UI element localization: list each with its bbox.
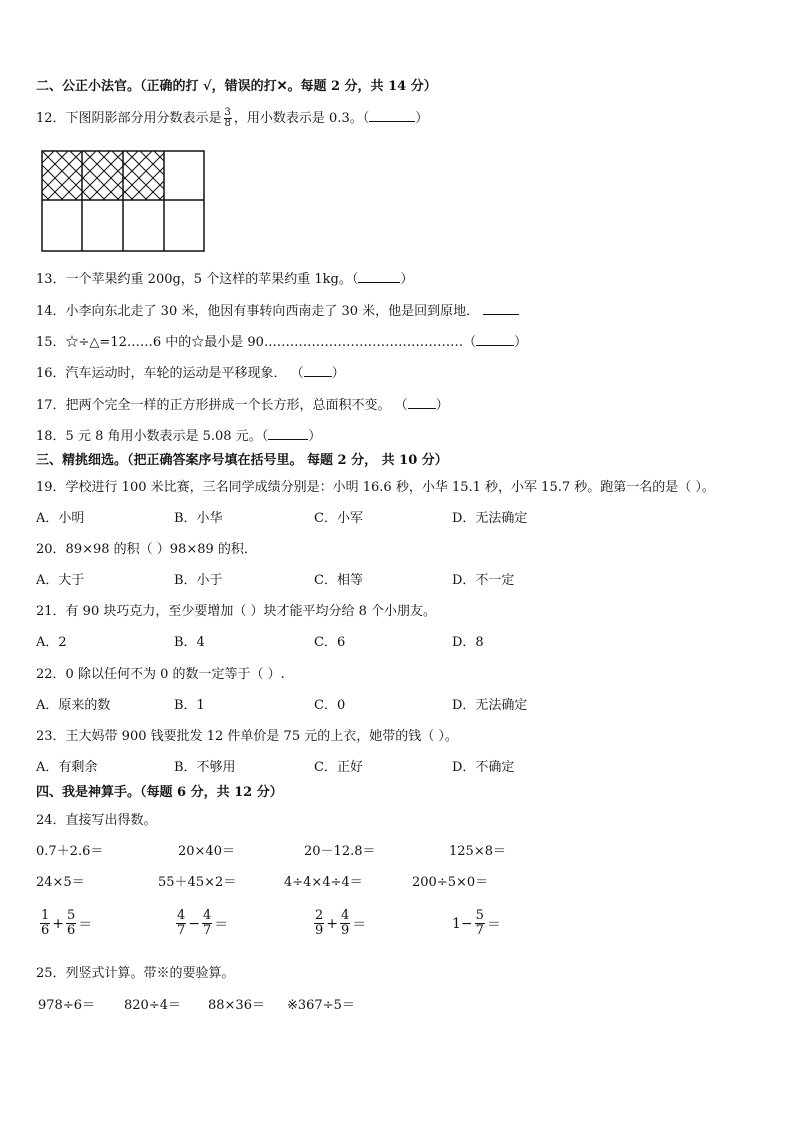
- q20-option-b[interactable]: B．小于: [174, 573, 223, 588]
- fraction: [66, 909, 76, 938]
- calc-item: 55＋45×2＝: [158, 875, 237, 890]
- denominator: 6: [41, 923, 50, 938]
- question-17: [36, 396, 449, 415]
- q12-fraction: [224, 108, 232, 129]
- q22-option-d[interactable]: D．无法确定: [452, 698, 528, 713]
- question-23: 23．王大妈带 900 钱要批发 12 件单价是 75 元的上衣，她带的钱（ ）。: [36, 729, 458, 744]
- operator: −: [188, 915, 201, 932]
- question-15: [36, 333, 527, 352]
- q23-option-c[interactable]: C．正好: [314, 760, 363, 775]
- q15-close: ）: [514, 335, 528, 350]
- question-20: 20．89×98 的积（ ）98×89 的积．: [36, 542, 257, 557]
- q23-option-d[interactable]: D．不确定: [452, 760, 515, 775]
- vertical-calc-item: 820÷4＝: [124, 998, 181, 1013]
- q18-text: 18．5 元 8 角用小数表示是 5.08 元。（: [36, 429, 269, 444]
- denominator: 9: [341, 923, 350, 938]
- question-14: [36, 302, 519, 321]
- question-18: [36, 427, 321, 446]
- calc-item: 20×40＝: [178, 844, 235, 859]
- question-22: 22．0 除以任何不为 0 的数一定等于（ ）.: [36, 667, 285, 682]
- fraction: [475, 909, 485, 938]
- q13-text: 13．一个苹果约重 200g，5 个这样的苹果约重 1kg。（: [36, 272, 359, 287]
- q19-option-d[interactable]: D．无法确定: [452, 511, 528, 526]
- grid-cell-shaded: [42, 151, 82, 200]
- q17-answer-blank[interactable]: [408, 396, 436, 409]
- numerator: 4: [203, 908, 212, 923]
- q12-text-post: ，用小数表示是 0.3。（: [233, 111, 370, 126]
- fraction: [40, 909, 50, 938]
- vertical-calc-item: 88×36＝: [208, 998, 265, 1013]
- calc-item: 0.7＋2.6＝: [36, 844, 104, 859]
- q19-option-b[interactable]: B．小华: [174, 511, 223, 526]
- vertical-calc-item: 978÷6＝: [38, 998, 95, 1013]
- calc-item: 24×5＝: [36, 875, 85, 890]
- numerator: 5: [67, 908, 76, 923]
- q13-answer-blank[interactable]: [358, 270, 400, 283]
- fraction: [176, 909, 186, 938]
- q12-frac-den: 8: [224, 118, 231, 129]
- section-3-header: 三、精挑细选。（把正确答案序号填在括号里。 每题 2 分， 共 10 分）: [36, 453, 448, 468]
- section-4-header: 四、我是神算手。（每题 6 分，共 12 分）: [36, 785, 283, 800]
- question-25: 25．列竖式计算。带※的要验算。: [36, 966, 235, 981]
- numerator: 4: [341, 908, 350, 923]
- leading-term: 1−: [452, 915, 473, 932]
- section-2-header: 二、公正小法官。（正确的打 √，错误的打✕。每题 2 分，共 14 分）: [36, 79, 437, 94]
- q12-text-pre: 12．下图阴影部分用分数表示是: [36, 111, 222, 126]
- q14-text: 14．小李向东北走了 30 米，他因有事转向西南走了 30 米，他是回到原地．: [36, 304, 480, 319]
- question-24: 24．直接写出得数。: [36, 813, 157, 828]
- question-13: [36, 270, 413, 289]
- shaded-grid-figure: [41, 150, 205, 252]
- denominator: 7: [177, 923, 186, 938]
- denominator: 7: [475, 923, 484, 938]
- fraction-expression-1: [38, 909, 92, 938]
- calc-item: 20－12.8＝: [304, 844, 376, 859]
- denominator: 9: [315, 923, 324, 938]
- q12-frac-num: 3: [224, 107, 231, 118]
- equals: ＝: [78, 916, 93, 933]
- grid-cell-shaded: [82, 151, 123, 200]
- calc-item: 200÷5×0＝: [412, 875, 489, 890]
- operator: +: [326, 915, 339, 932]
- numerator: 1: [41, 908, 50, 923]
- fraction-expression-4: [452, 909, 501, 938]
- q22-option-b[interactable]: B．1: [174, 698, 205, 713]
- q18-close: ）: [308, 429, 322, 444]
- numerator: 2: [315, 908, 324, 923]
- q21-option-b[interactable]: B．4: [174, 635, 205, 650]
- q15-answer-blank[interactable]: [476, 333, 514, 346]
- numerator: 5: [475, 908, 484, 923]
- fraction-expression-3: [312, 909, 366, 938]
- q14-answer-blank[interactable]: [483, 302, 519, 315]
- numerator: 4: [177, 908, 186, 923]
- fraction: [202, 909, 212, 938]
- fraction: [314, 909, 324, 938]
- denominator: 6: [67, 923, 76, 938]
- q19-option-a[interactable]: A．小明: [36, 511, 85, 526]
- q18-answer-blank[interactable]: [268, 427, 308, 440]
- q16-close: ）: [331, 366, 345, 381]
- q15-text: 15．☆÷△=12……6 中的☆最小是 90.………………………………………（: [36, 335, 477, 350]
- q21-option-a[interactable]: A．2: [36, 635, 67, 650]
- calc-item: 125×8＝: [449, 844, 506, 859]
- q22-option-a[interactable]: A．原来的数: [36, 698, 111, 713]
- q19-option-c[interactable]: C．小军: [314, 511, 363, 526]
- fraction-expression-2: [174, 909, 228, 938]
- question-12: [36, 108, 428, 129]
- q20-option-a[interactable]: A．大于: [36, 573, 85, 588]
- grid-cell-shaded: [123, 151, 164, 200]
- question-19: 19．学校进行 100 米比赛，三名同学成绩分别是：小明 16.6 秒，小华 15.1 秒，小军 15.7 秒。跑第一名的是（ ）。: [36, 480, 715, 495]
- question-16: [36, 364, 345, 383]
- calc-item: 4÷4×4÷4＝: [284, 875, 363, 890]
- denominator: 7: [203, 923, 212, 938]
- q12-close: ）: [415, 111, 429, 126]
- q23-option-b[interactable]: B．不够用: [174, 760, 236, 775]
- equals: ＝: [214, 916, 229, 933]
- q16-text: 16．汽车运动时，车轮的运动是平移现象． （: [36, 366, 304, 381]
- q12-answer-blank[interactable]: [369, 109, 415, 122]
- q21-option-c[interactable]: C．6: [314, 635, 346, 650]
- equals: ＝: [486, 916, 501, 933]
- operator: +: [52, 915, 65, 932]
- q22-option-c[interactable]: C．0: [314, 698, 346, 713]
- q17-close: ）: [435, 398, 449, 413]
- q20-option-d[interactable]: D．不一定: [452, 573, 515, 588]
- q23-option-a[interactable]: A．有剩余: [36, 760, 98, 775]
- equals: ＝: [352, 916, 367, 933]
- vertical-calc-item: ※367÷5＝: [287, 998, 355, 1013]
- q13-close: ）: [400, 272, 414, 287]
- q16-answer-blank[interactable]: [304, 364, 332, 377]
- q20-option-c[interactable]: C．相等: [314, 573, 363, 588]
- fraction: [340, 909, 350, 938]
- question-21: 21．有 90 块巧克力，至少要增加（ ）块才能平均分给 8 个小朋友。: [36, 604, 437, 619]
- q17-text: 17．把两个完全一样的正方形拼成一个长方形，总面积不变。 （: [36, 398, 408, 413]
- q21-option-d[interactable]: D．8: [452, 635, 484, 650]
